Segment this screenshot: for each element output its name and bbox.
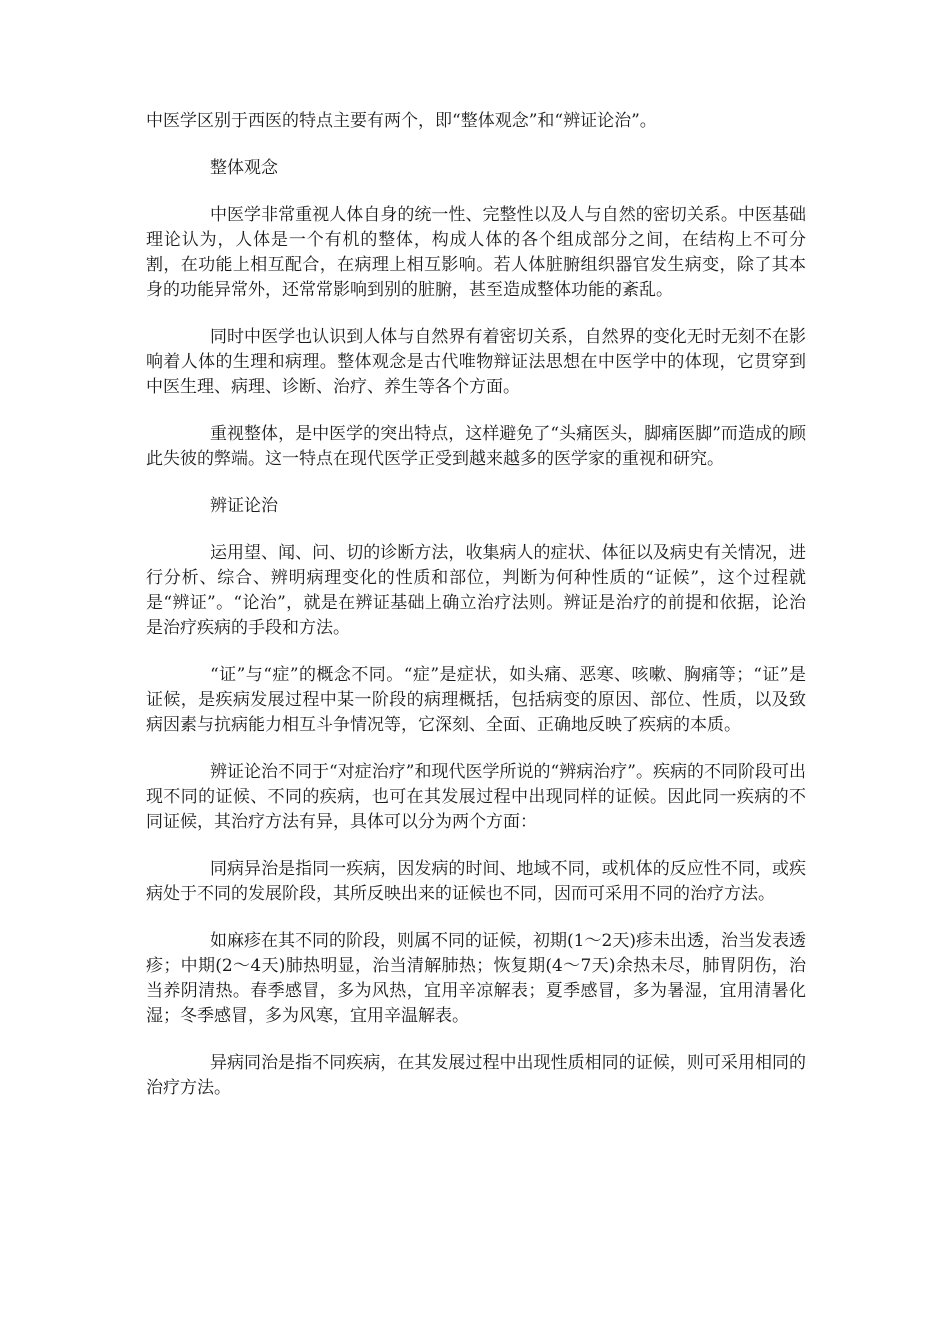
body-paragraph: 重视整体，是中医学的突出特点，这样避免了“头痛医头，脚痛医脚”而造成的顾此失彼的弊端。这一特点在现代医学正受到越来越多的医学家的重视和研究。 [146, 424, 806, 469]
body-paragraph: 如麻疹在其不同的阶段，则属不同的证候，初期(1～2天)疹未出透，治当发表透疹；中期(2～4天)肺热明显，治当清解肺热；恢复期(4～7天)余热未尽，肺胃阴伤，治当养阴清热。春季感冒，多为风热，宜用辛凉解表；夏季感冒，多为暑湿，宜用清暑化湿；冬季感冒，多为风寒，宜用辛温解表。 [146, 931, 806, 1026]
section-heading-holistic: 整体观念 [210, 158, 278, 178]
body-paragraph: 异病同治是指不同疾病，在其发展过程中出现性质相同的证候，则可采用相同的治疗方法。 [146, 1053, 806, 1098]
document-page [146, 109, 806, 1123]
body-paragraph: 运用望、闻、问、切的诊断方法，收集病人的症状、体征以及病史有关情况，进行分析、综合、辨明病理变化的性质和部位，判断为何种性质的“证候”，这个过程就是“辨证”。“论治”，就是在辨证基础上确立治疗法则。辨证是治疗的前提和依据，论治是治疗疾病的手段和方法。 [146, 543, 806, 638]
body-paragraph: “证”与“症”的概念不同。“症”是症状，如头痛、恶寒、咳嗽、胸痛等；“证”是证候，是疾病发展过程中某一阶段的病理概括，包括病变的原因、部位、性质，以及致病因素与抗病能力相互斗争情况等，它深刻、全面、正确地反映了疾病的本质。 [146, 665, 806, 735]
body-paragraph: 中医学非常重视人体自身的统一性、完整性以及人与自然的密切关系。中医基础理论认为，人体是一个有机的整体，构成人体的各个组成部分之间，在结构上不可分割，在功能上相互配合，在病理上相互影响。若人体脏腑组织器官发生病变，除了其本身的功能异常外，还常常影响到别的脏腑，甚至造成整体功能的紊乱。 [146, 205, 806, 300]
intro-paragraph: 中医学区别于西医的特点主要有两个，即“整体观念”和“辨证论治”。 [146, 111, 657, 131]
body-paragraph: 同病异治是指同一疾病，因发病的时间、地域不同，或机体的反应性不同，或疾病处于不同的发展阶段，其所反映出来的证候也不同，因而可采用不同的治疗方法。 [146, 859, 806, 904]
section-heading-syndrome-differentiation: 辨证论治 [210, 496, 278, 516]
body-paragraph: 同时中医学也认识到人体与自然界有着密切关系，自然界的变化无时无刻不在影响着人体的生理和病理。整体观念是古代唯物辩证法思想在中医学中的体现，它贯穿到中医生理、病理、诊断、治疗、养生等各个方面。 [146, 327, 806, 397]
body-paragraph: 辨证论治不同于“对症治疗”和现代医学所说的“辨病治疗”。疾病的不同阶段可出现不同的证候、不同的疾病，也可在其发展过程中出现同样的证候。因此同一疾病的不同证候，其治疗方法有异，具体可以分为两个方面： [146, 762, 806, 832]
